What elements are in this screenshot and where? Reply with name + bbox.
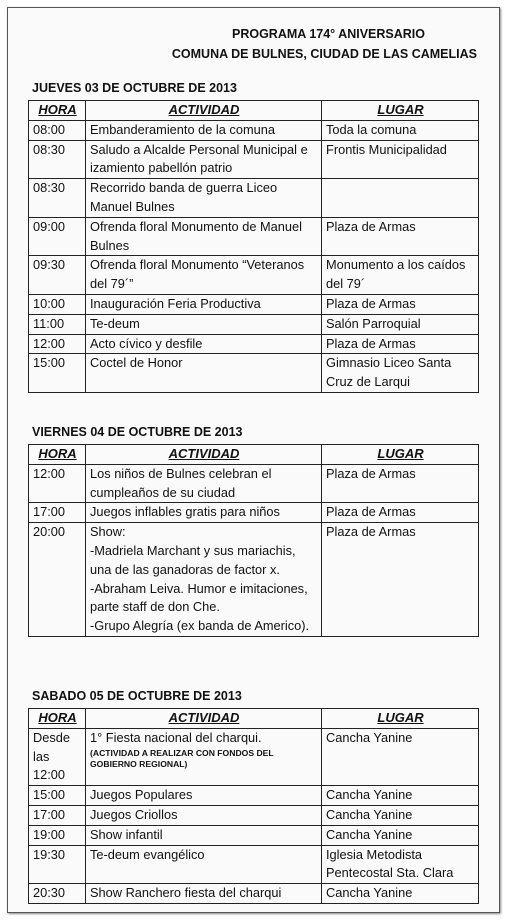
- cell-hora: 15:00: [29, 354, 86, 393]
- activity-text: Ofrenda floral Monumento de Manuel Bulnes: [90, 218, 302, 253]
- cell-actividad: [86, 334, 322, 354]
- cell-hora: Desde las 12:00: [29, 728, 86, 785]
- col-header-actividad: ACTIVIDAD: [86, 709, 322, 729]
- table-row: [29, 140, 479, 179]
- activity-text: Te-deum evangélico: [90, 846, 205, 862]
- cell-lugar: Gimnasio Liceo Santa Cruz de Larqui: [322, 354, 479, 393]
- cell-hora: 19:30: [29, 845, 86, 884]
- table-row: [29, 805, 479, 825]
- cell-lugar: Monumento a los caídos del 79´: [322, 256, 479, 295]
- col-header-hora: HORA: [29, 101, 86, 121]
- cell-hora: 09:00: [29, 217, 86, 256]
- cell-actividad: [86, 354, 322, 393]
- table-row: [29, 503, 479, 523]
- activity-text: Show infantil: [90, 826, 163, 842]
- cell-actividad: [86, 179, 322, 218]
- table-row: [29, 884, 479, 904]
- cell-lugar: Plaza de Armas: [322, 294, 479, 314]
- col-header-lugar: LUGAR: [322, 709, 479, 729]
- activity-text: Show: -Madriela Marchant y sus mariachis, una de las ganadoras de factor x. -Abraham Leiva. Humor e imitaciones, parte staff de don Che. -Grupo Alegría (ex banda de Americo).: [90, 524, 310, 634]
- table-row: [29, 120, 479, 140]
- cell-lugar: Salón Parroquial: [322, 314, 479, 334]
- cell-lugar: Iglesia Metodista Pentecostal Sta. Clara: [322, 845, 479, 884]
- activity-text: Saludo a Alcalde Personal Municipal e izamiento pabellón patrio: [90, 141, 308, 176]
- header-line-1: PROGRAMA 174° ANIVERSARIO: [232, 27, 425, 41]
- activity-text: Show Ranchero fiesta del charqui: [90, 885, 282, 901]
- table-row: [29, 523, 479, 637]
- day-title-jueves: JUEVES 03 DE OCTUBRE DE 2013: [32, 81, 237, 95]
- cell-hora: 20:00: [29, 523, 86, 637]
- cell-hora: 08:30: [29, 179, 86, 218]
- cell-actividad: [86, 845, 322, 884]
- col-header-actividad: ACTIVIDAD: [86, 445, 322, 465]
- col-header-lugar: LUGAR: [322, 101, 479, 121]
- table-row: [29, 179, 479, 218]
- header-line-2: COMUNA DE BULNES, CIUDAD DE LAS CAMELIAS: [171, 47, 477, 61]
- table-row: [29, 217, 479, 256]
- table-header-row: [29, 101, 479, 121]
- cell-actividad: [86, 314, 322, 334]
- cell-actividad: [86, 805, 322, 825]
- cell-hora: 12:00: [29, 334, 86, 354]
- table-header-row: [29, 445, 479, 465]
- cell-actividad: [86, 464, 322, 503]
- cell-lugar: Cancha Yanine: [322, 728, 479, 785]
- activity-text: Coctel de Honor: [90, 355, 183, 371]
- cell-hora: 09:30: [29, 256, 86, 295]
- cell-hora: 08:00: [29, 120, 86, 140]
- cell-actividad: [86, 728, 322, 785]
- activity-text: Acto cívico y desfile: [90, 335, 203, 351]
- day-title-sabado: SABADO 05 DE OCTUBRE DE 2013: [32, 689, 242, 703]
- cell-lugar: Frontis Municipalidad: [322, 140, 479, 179]
- cell-lugar: Plaza de Armas: [322, 464, 479, 503]
- cell-actividad: [86, 120, 322, 140]
- table-row: [29, 334, 479, 354]
- col-header-hora: HORA: [29, 445, 86, 465]
- activity-text: Recorrido banda de guerra Liceo Manuel Bulnes: [90, 180, 278, 214]
- activity-text: Te-deum: [90, 315, 140, 331]
- table-row: [29, 825, 479, 845]
- activity-text: Ofrenda floral Monumento “Veteranos del 79´”: [90, 257, 305, 292]
- activity-text: Inauguración Feria Productiva: [90, 295, 261, 311]
- cell-hora: 10:00: [29, 294, 86, 314]
- cell-lugar: Cancha Yanine: [322, 786, 479, 806]
- activity-note: (ACTIVIDAD A REALIZAR CON FONDOS DEL GOBIERNO REGIONAL): [90, 747, 274, 769]
- table-row: [29, 256, 479, 295]
- cell-hora: 12:00: [29, 464, 86, 503]
- cell-actividad: [86, 294, 322, 314]
- table-row: [29, 314, 479, 334]
- cell-hora: 20:30: [29, 884, 86, 904]
- table-row: [29, 786, 479, 806]
- activity-text: Los niños de Bulnes celebran el cumpleaños de su ciudad: [90, 465, 272, 500]
- cell-lugar: Plaza de Armas: [322, 503, 479, 523]
- activity-text: Juegos Populares: [90, 787, 193, 803]
- activity-text: Juegos inflables gratis para niños: [90, 504, 280, 520]
- activity-text: Embanderamiento de la comuna: [90, 121, 275, 137]
- cell-actividad: [86, 503, 322, 523]
- cell-lugar: Cancha Yanine: [322, 884, 479, 904]
- cell-hora: 17:00: [29, 503, 86, 523]
- schedule-table-sabado: [28, 708, 479, 904]
- day-title-viernes: VIERNES 04 DE OCTUBRE DE 2013: [32, 425, 243, 439]
- cell-actividad: [86, 786, 322, 806]
- cell-lugar: Plaza de Armas: [322, 523, 479, 637]
- cell-lugar: Toda la comuna: [322, 120, 479, 140]
- cell-lugar: Plaza de Armas: [322, 217, 479, 256]
- cell-actividad: [86, 217, 322, 256]
- cell-lugar: Cancha Yanine: [322, 805, 479, 825]
- table-row: [29, 464, 479, 503]
- col-header-actividad: ACTIVIDAD: [86, 101, 322, 121]
- schedule-table-jueves: [28, 100, 479, 393]
- cell-hora: 19:00: [29, 825, 86, 845]
- table-row: [29, 294, 479, 314]
- cell-actividad: [86, 523, 322, 637]
- cell-lugar: [322, 179, 479, 218]
- cell-hora: 17:00: [29, 805, 86, 825]
- cell-hora: 11:00: [29, 314, 86, 334]
- cell-hora: 15:00: [29, 786, 86, 806]
- table-row: [29, 354, 479, 393]
- cell-lugar: Cancha Yanine: [322, 825, 479, 845]
- schedule-table-viernes: [28, 444, 479, 637]
- cell-actividad: [86, 825, 322, 845]
- activity-text: 1° Fiesta nacional del charqui.: [90, 729, 262, 745]
- table-header-row: [29, 709, 479, 729]
- table-row: [29, 728, 479, 785]
- document-frame: [7, 7, 500, 913]
- cell-actividad: [86, 256, 322, 295]
- cell-lugar: Plaza de Armas: [322, 334, 479, 354]
- col-header-lugar: LUGAR: [322, 445, 479, 465]
- table-row: [29, 845, 479, 884]
- activity-text: Juegos Criollos: [90, 806, 178, 822]
- cell-hora: 08:30: [29, 140, 86, 179]
- cell-actividad: [86, 884, 322, 904]
- col-header-hora: HORA: [29, 709, 86, 729]
- cell-actividad: [86, 140, 322, 179]
- document-header: [8, 24, 499, 64]
